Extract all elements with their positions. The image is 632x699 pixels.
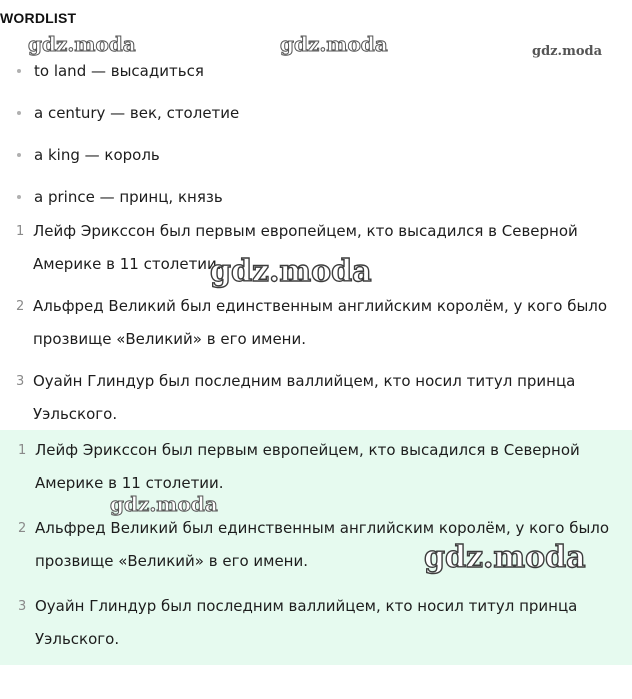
sentence-list bbox=[0, 215, 632, 440]
watermark: gdz.moda bbox=[424, 540, 586, 575]
answer-number: 2 bbox=[18, 521, 27, 536]
wordlist-item bbox=[0, 98, 632, 140]
watermark: gdz.moda bbox=[280, 32, 388, 56]
watermark: gdz.moda bbox=[532, 44, 603, 59]
answer-text: Оуайн Глиндур был последним валлийцем, кто носил титул принца Уэльского. bbox=[35, 597, 578, 648]
answer-text: Альфред Великий был единственным английским королём, у кого было прозвище «Великий» в его имени. bbox=[35, 519, 610, 570]
sentence-item bbox=[0, 215, 632, 281]
wordlist-item-text: a century — век, столетие bbox=[34, 104, 240, 122]
bullet-dot-icon bbox=[17, 111, 21, 115]
sentence-number: 1 bbox=[16, 224, 25, 239]
wordlist-item bbox=[0, 56, 632, 98]
answer-item bbox=[0, 512, 632, 578]
wordlist-item-text: a prince — принц, князь bbox=[34, 188, 223, 206]
wordlist-item bbox=[0, 140, 632, 182]
wordlist-item-text: to land — высадиться bbox=[34, 62, 204, 80]
watermark: gdz.moda bbox=[110, 492, 218, 516]
watermark: gdz.moda bbox=[210, 254, 372, 289]
wordlist bbox=[0, 56, 632, 224]
sentence-number: 2 bbox=[16, 299, 25, 314]
sentence-number: 3 bbox=[16, 374, 25, 389]
sentence-item bbox=[0, 365, 632, 431]
answer-list bbox=[0, 434, 632, 668]
wordlist-title: WORDLIST bbox=[0, 10, 77, 26]
bullet-dot-icon bbox=[17, 69, 21, 73]
bullet-dot-icon bbox=[17, 153, 21, 157]
answer-number: 3 bbox=[18, 599, 27, 614]
answer-text: Лейф Эрикссон был первым европейцем, кто высадился в Северной Америке в 11 столетии. bbox=[35, 441, 580, 492]
answer-item bbox=[0, 434, 632, 500]
sentence-text: Альфред Великий был единственным английским королём, у кого было прозвище «Великий» в его имени. bbox=[33, 297, 608, 348]
answer-number: 1 bbox=[18, 443, 27, 458]
watermark: gdz.moda bbox=[28, 32, 136, 56]
wordlist-item-text: a king — король bbox=[34, 146, 160, 164]
bullet-dot-icon bbox=[17, 195, 21, 199]
sentence-text: Оуайн Глиндур был последним валлийцем, кто носил титул принца Уэльского. bbox=[33, 372, 576, 423]
sentence-text: Лейф Эрикссон был первым европейцем, кто высадился в Северной Америке в 11 столетии. bbox=[33, 222, 578, 273]
sentence-item bbox=[0, 290, 632, 356]
answer-item bbox=[0, 590, 632, 656]
